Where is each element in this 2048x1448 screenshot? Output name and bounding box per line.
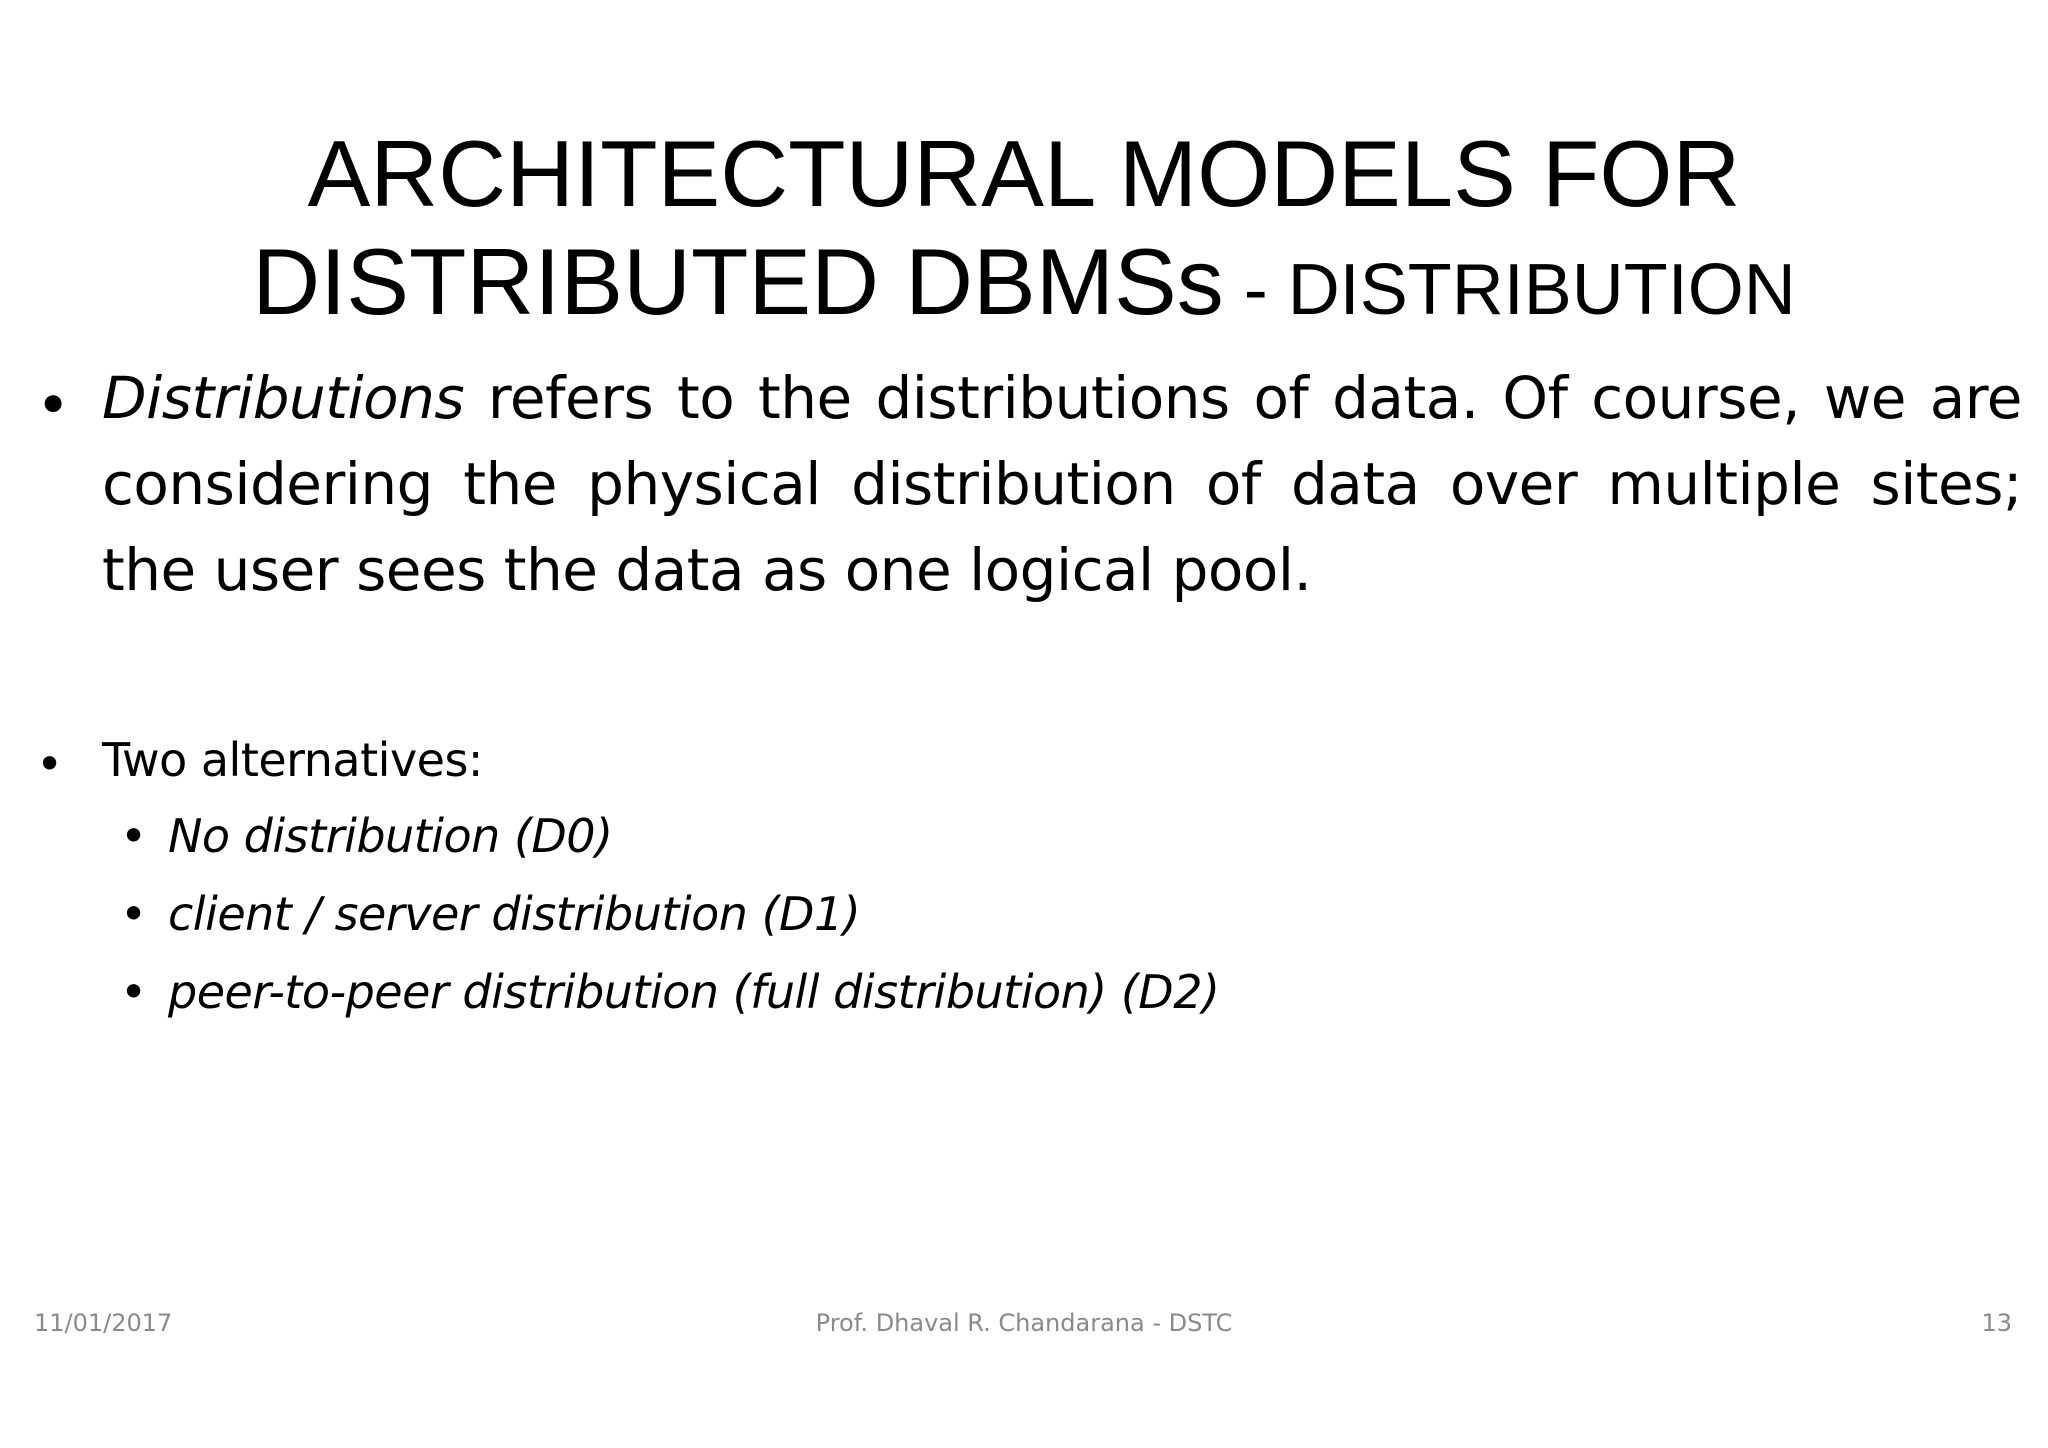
- list-item-text: client / server distribution (D1): [168, 887, 861, 941]
- title-line-1: ARCHITECTURAL MODELS FOR: [307, 121, 1741, 226]
- alternatives-heading: Two alternatives:: [102, 733, 483, 787]
- title-line-2-main: DISTRIBUTED DBMSs: [252, 229, 1224, 334]
- distribution-paragraph-text: refers to the distributions of data. Of course, we are considering the physical distribution of data over multiple sites; the user sees the data as one logical pool.: [102, 364, 2022, 604]
- list-item-text: No distribution (D0): [168, 809, 613, 863]
- bullet-marker: •: [120, 965, 147, 1019]
- slide-number: 13: [1981, 1309, 2012, 1337]
- bullet-marker: •: [36, 371, 71, 439]
- footer-author: Prof. Dhaval R. Chandarana - DSTC: [815, 1309, 1233, 1337]
- bullet-marker: •: [120, 809, 147, 863]
- bullet-marker: •: [120, 887, 147, 941]
- distributions-term: Distributions: [102, 364, 465, 432]
- bullet-marker: •: [36, 737, 64, 791]
- title-line-2-suffix: - DISTRIBUTION: [1223, 250, 1796, 330]
- footer-date: 11/01/2017: [34, 1309, 173, 1337]
- list-item-text: peer-to-peer distribution (full distribution) (D2): [168, 965, 1220, 1019]
- distribution-paragraph: [102, 355, 2022, 613]
